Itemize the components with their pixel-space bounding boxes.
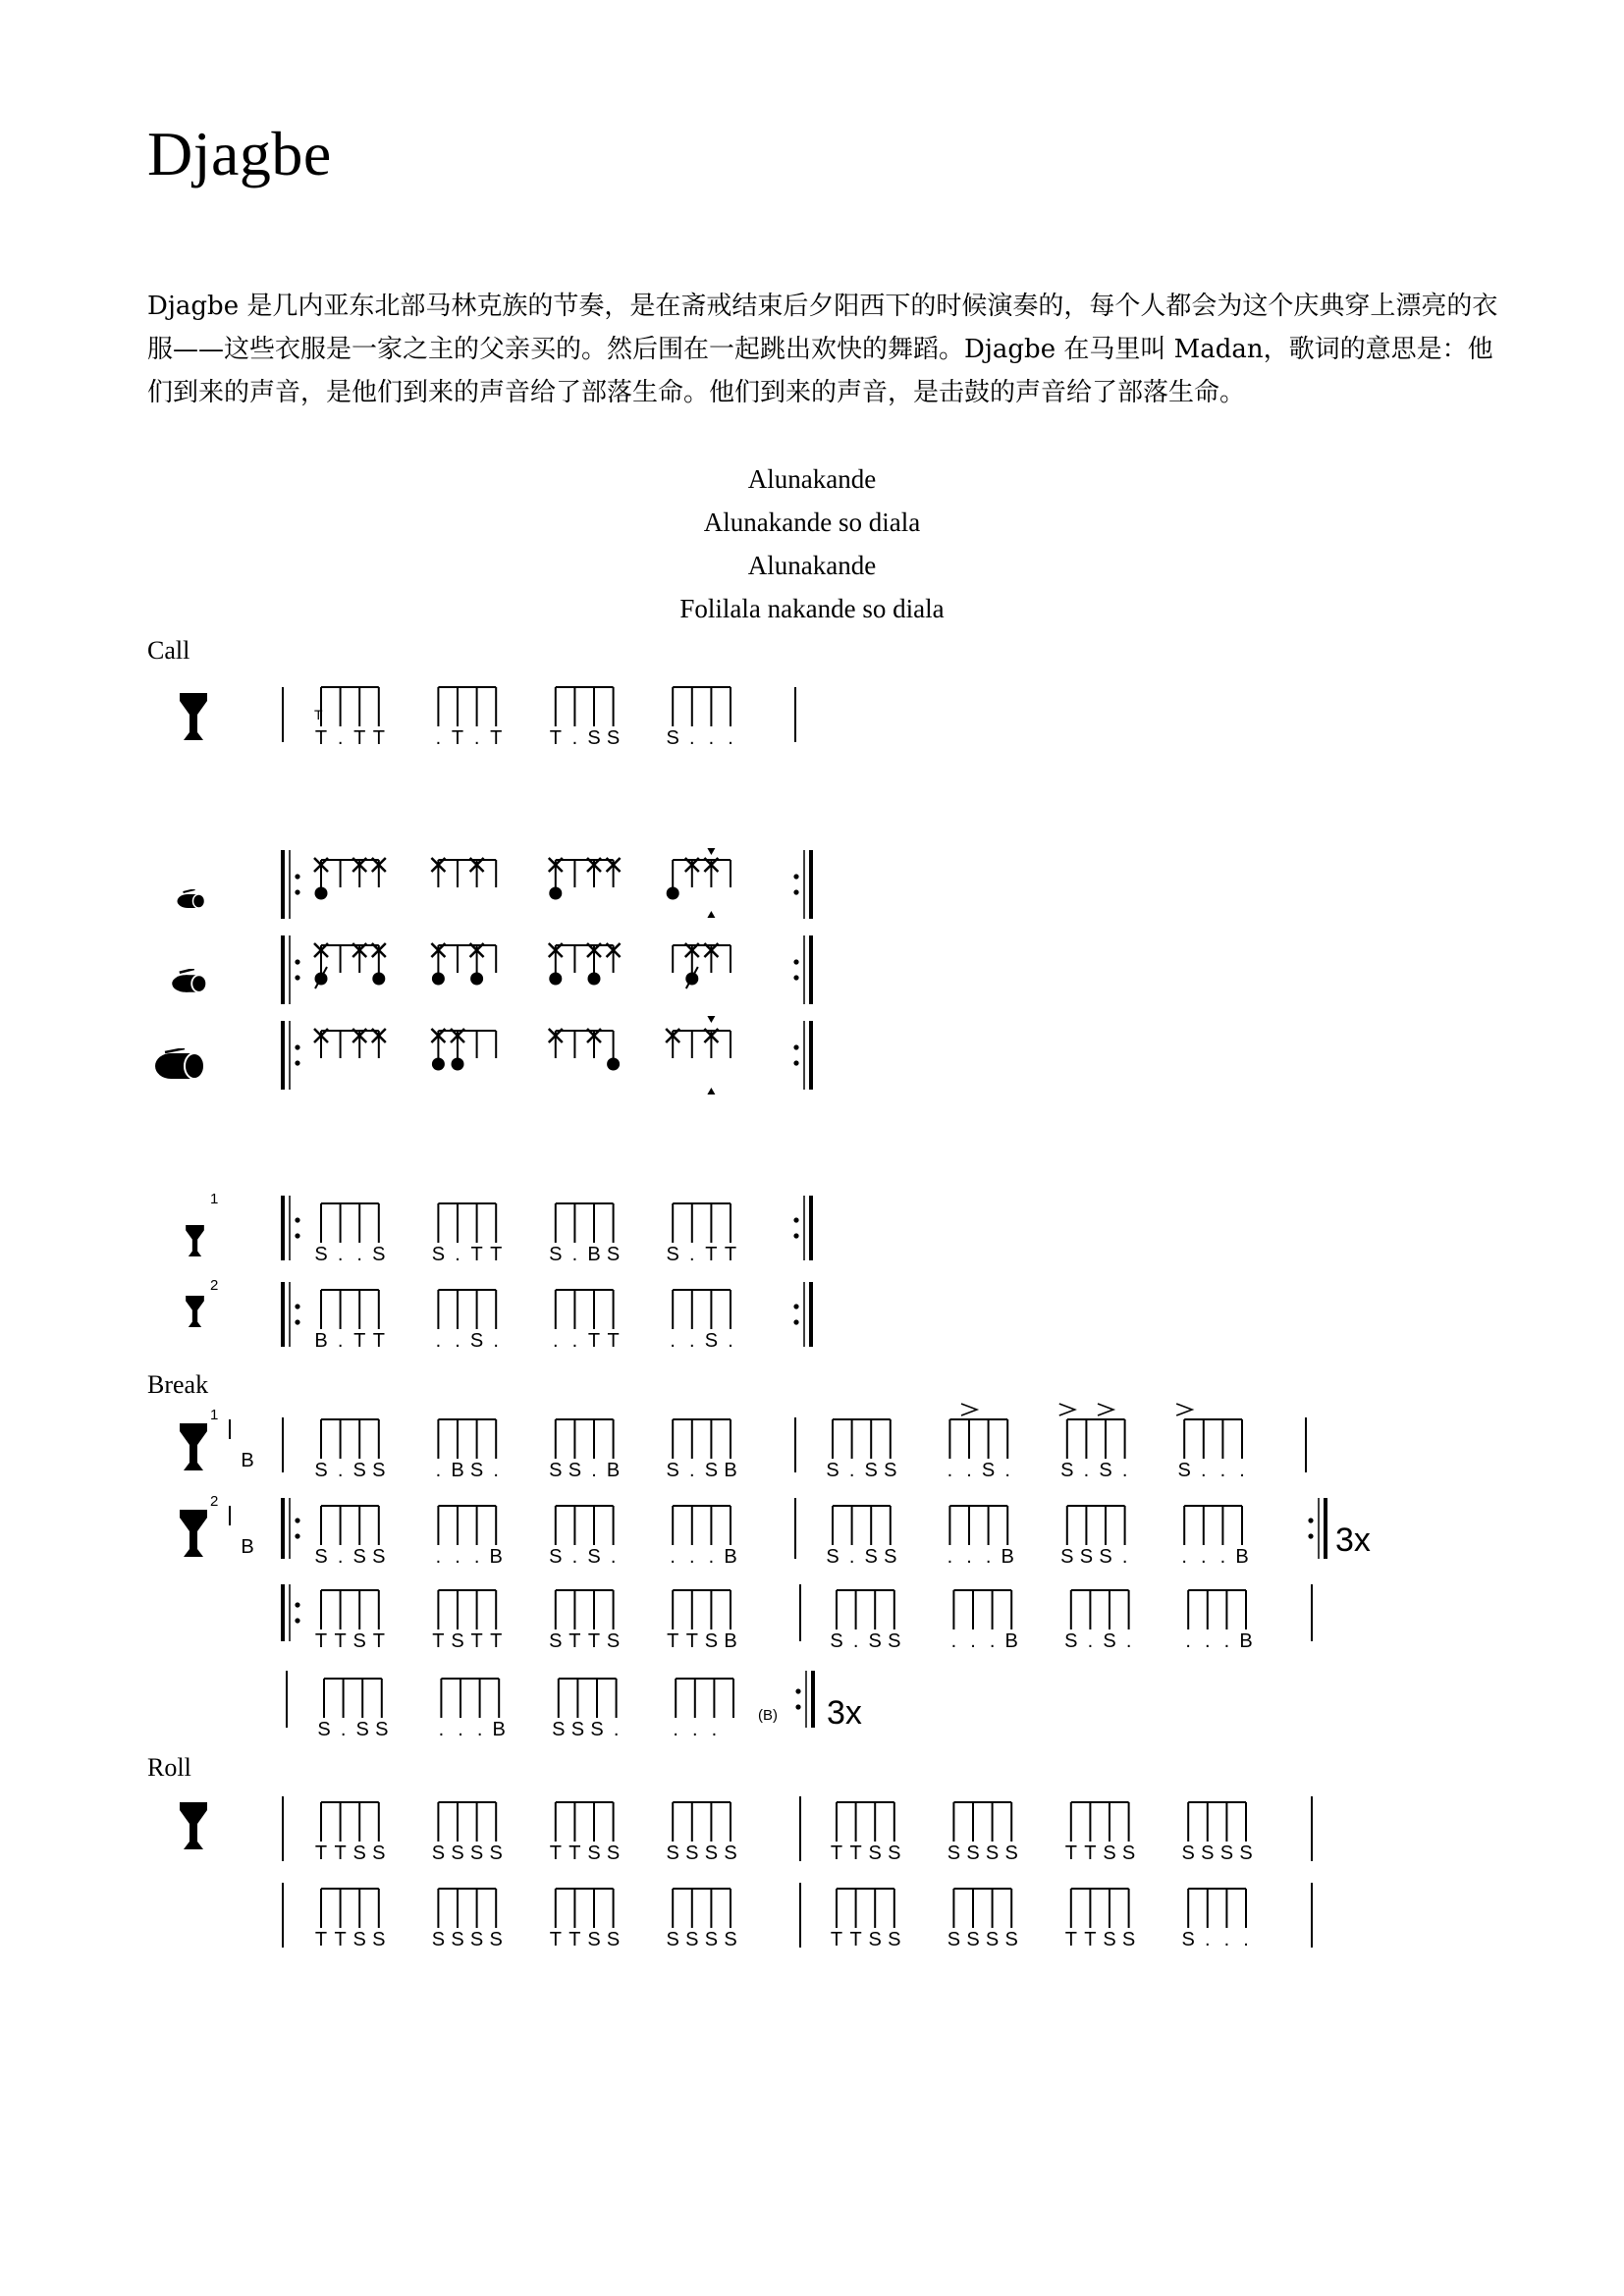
roll1b-note: S: [1103, 1842, 1116, 1864]
break3a-note: T: [432, 1630, 445, 1652]
break1b-note: .: [848, 1460, 855, 1481]
accent-marker: [707, 1016, 715, 1023]
roll2a-note: S: [666, 1929, 679, 1950]
djembe1-note: .: [356, 1244, 362, 1265]
break3a-note: T: [685, 1630, 698, 1652]
break2b-note: S: [884, 1546, 897, 1568]
roll2a-note: S: [685, 1929, 699, 1950]
break1a-note: S: [568, 1460, 582, 1481]
sangban-drum-open: [549, 973, 562, 986]
break1b-note: S: [1177, 1460, 1191, 1481]
roll1b-note: S: [966, 1842, 980, 1864]
djembe1-note: .: [337, 1244, 344, 1265]
break2a-note: S: [352, 1546, 366, 1568]
roll2a-note: S: [587, 1929, 601, 1950]
repeat-dot: [295, 1518, 299, 1522]
roll2a-note: S: [469, 1929, 484, 1950]
roll1a-note: S: [724, 1842, 737, 1864]
repeat-dot: [793, 889, 798, 894]
djembe-icon: [180, 693, 207, 740]
roll2b-note: S: [888, 1929, 901, 1950]
djembe1-note: .: [571, 1244, 578, 1265]
break3b-note: S: [830, 1630, 843, 1652]
djembe2-note: .: [670, 1330, 676, 1352]
roll2b-note: T: [830, 1929, 843, 1950]
roll1a-note: S: [489, 1842, 503, 1864]
roll1b-note: S: [868, 1842, 882, 1864]
djembe1-note: T: [490, 1244, 503, 1265]
break1a-note: .: [689, 1460, 695, 1481]
break3b-note: .: [1125, 1630, 1132, 1652]
break3b-note: S: [868, 1630, 882, 1652]
repeat-dot: [295, 975, 299, 980]
break1a-note: S: [549, 1460, 563, 1481]
lyric-line: Folilala nakande so diala: [679, 594, 945, 623]
break3a-note: T: [568, 1630, 581, 1652]
break3a-note: B: [724, 1630, 737, 1652]
break1a-note: .: [493, 1460, 499, 1481]
roll1a-note: S: [469, 1842, 484, 1864]
break3a-note: T: [587, 1630, 601, 1652]
break3a-note: T: [314, 1630, 328, 1652]
roll2b-note: .: [1243, 1929, 1249, 1950]
roll2b-note: S: [985, 1929, 1000, 1950]
break2a-note: .: [689, 1546, 695, 1568]
break2-pickup: B: [241, 1536, 254, 1558]
break2b-note: .: [947, 1546, 953, 1568]
roll2a-note: T: [334, 1929, 347, 1950]
break2b-note: .: [966, 1546, 972, 1568]
lyric-line: Alunakande so diala: [703, 507, 921, 537]
repeat-dot: [295, 959, 299, 964]
voice-number: 2: [210, 1277, 219, 1294]
break2a-note: .: [571, 1546, 578, 1568]
djembe-2-icon: [180, 1510, 207, 1557]
break1-pickup: B: [241, 1450, 254, 1471]
repeat-dot: [793, 1060, 798, 1065]
djembe2-note: .: [553, 1330, 559, 1352]
break3b-note: .: [1185, 1630, 1191, 1652]
break2a-note: .: [473, 1546, 480, 1568]
call-note: T: [372, 727, 385, 749]
roll1a-note: S: [606, 1842, 621, 1864]
roll2a-note: S: [489, 1929, 503, 1950]
roll1a-note: T: [334, 1842, 347, 1864]
call-grace-note: T: [314, 707, 323, 722]
repeat-dot: [795, 1688, 800, 1693]
break3a-note: T: [334, 1630, 347, 1652]
roll2b-note: T: [1064, 1929, 1077, 1950]
roll1b-note: S: [1239, 1842, 1253, 1864]
djembe2-note: .: [728, 1330, 733, 1352]
roll2b-note: T: [1084, 1929, 1097, 1950]
roll2a-note: S: [606, 1929, 621, 1950]
roll2a-note: S: [431, 1929, 446, 1950]
break1b-note: S: [1060, 1460, 1074, 1481]
roll1a-note: S: [587, 1842, 601, 1864]
break1a-note: .: [337, 1460, 344, 1481]
break2a-note: .: [708, 1546, 715, 1568]
repeat-dot: [295, 1533, 299, 1538]
call-note: .: [571, 727, 578, 749]
djembe2-note: .: [571, 1330, 578, 1352]
section-label-roll: Roll: [147, 1753, 191, 1782]
accent-mark: [1059, 1404, 1075, 1415]
break3b-note: .: [970, 1630, 976, 1652]
repeat-dot: [295, 1304, 299, 1308]
repeat-dot: [793, 1217, 798, 1222]
break4-note: .: [692, 1719, 698, 1740]
lyric-line: Alunakande: [747, 464, 877, 494]
djembe2-note: .: [337, 1330, 344, 1352]
break1b-note: S: [864, 1460, 878, 1481]
repeat-dot: [793, 1319, 798, 1324]
repeat-dot: [795, 1704, 800, 1709]
roll1a-note: S: [352, 1842, 366, 1864]
break2b-note: S: [1060, 1546, 1074, 1568]
break2b-note: S: [1099, 1546, 1112, 1568]
break3a-note: S: [352, 1630, 366, 1652]
kenkeni-drum-open: [315, 887, 328, 900]
break3b-note: S: [888, 1630, 901, 1652]
break1a-note: S: [372, 1460, 386, 1481]
sangban-icon: [172, 969, 206, 992]
repeat-dot: [295, 874, 299, 879]
break4-note: S: [570, 1719, 585, 1740]
djembe1-note: S: [606, 1244, 621, 1265]
break2a-note: S: [549, 1546, 563, 1568]
accent-marker: [707, 1088, 715, 1095]
roll2b-note: S: [1181, 1929, 1195, 1950]
roll2b-note: S: [1004, 1929, 1018, 1950]
roll2b-note: T: [849, 1929, 862, 1950]
repeat-dot: [295, 1233, 299, 1238]
lyric-line: Alunakande: [747, 551, 877, 580]
break2b-note: .: [1121, 1546, 1128, 1568]
break2b-note: B: [1235, 1546, 1249, 1568]
roll1b-note: T: [1064, 1842, 1077, 1864]
call-note: .: [337, 727, 344, 749]
break1a-note: .: [591, 1460, 597, 1481]
roll1b-note: T: [830, 1842, 843, 1864]
break1b-note: S: [981, 1460, 996, 1481]
sangban-drum-open: [470, 973, 483, 986]
break2a-note: S: [372, 1546, 386, 1568]
roll1b-note: S: [1181, 1842, 1195, 1864]
break1a-note: .: [435, 1460, 442, 1481]
break1b-note: .: [1239, 1460, 1245, 1481]
djembe2-note: .: [455, 1330, 460, 1352]
repeat-dot: [295, 1602, 299, 1607]
break3a-note: S: [704, 1630, 719, 1652]
break1b-note: S: [1099, 1460, 1112, 1481]
break3b-note: S: [1064, 1630, 1078, 1652]
break2b-note: .: [1201, 1546, 1207, 1568]
break4-note: .: [458, 1719, 463, 1740]
break3b-note: .: [1205, 1630, 1211, 1652]
page-title: Djagbe: [147, 119, 332, 188]
roll1b-note: S: [1201, 1842, 1215, 1864]
call-note: T: [549, 727, 562, 749]
break2a-note: .: [337, 1546, 344, 1568]
break2b-note: .: [985, 1546, 992, 1568]
djembe1-note: S: [314, 1244, 328, 1265]
djembe1-note: S: [372, 1244, 386, 1265]
roll1b-note: S: [947, 1842, 961, 1864]
roll1a-note: S: [372, 1842, 386, 1864]
call-note: S: [587, 727, 601, 749]
djembe2-note: T: [587, 1330, 601, 1352]
djembe-1-icon: [186, 1225, 204, 1256]
djembe1-note: S: [549, 1244, 563, 1265]
roll1b-note: T: [849, 1842, 862, 1864]
sangban-drum-open: [372, 973, 385, 986]
voice-number: 2: [210, 1493, 219, 1510]
kenkeni-drum-open: [549, 887, 562, 900]
roll2a-note: S: [704, 1929, 719, 1950]
kenkeni-drum-open: [667, 887, 679, 900]
call-note: .: [728, 727, 733, 749]
djembe1-note: .: [689, 1244, 695, 1265]
repeat-dot: [793, 1044, 798, 1049]
roll1a-note: T: [549, 1842, 562, 1864]
repeat-count-label: 3x: [827, 1694, 862, 1732]
intro-paragraph: Djagbe 是几内亚东北部马林克族的节奏，是在斋戒结束后夕阳西下的时候演奏的，每个人都会为这个庆典穿上漂亮的衣服——这些衣服是一家之主的父亲买的。然后围在一起跳出欢快的舞蹈。Djagbe 在马里叫 Madan，歌词的意思是：他们到来的声音，是他们到来的声音给了部落生命。他们到来的声音，是击鼓的声音给了部落生命。: [147, 292, 1498, 407]
break4-note: S: [317, 1719, 331, 1740]
break2a-note: .: [435, 1546, 442, 1568]
break4-note: .: [613, 1719, 620, 1740]
djembe2-note: T: [353, 1330, 366, 1352]
break1a-note: S: [352, 1460, 366, 1481]
break3b-note: .: [852, 1630, 859, 1652]
repeat-dot: [295, 1618, 299, 1623]
accent-mark: [961, 1404, 977, 1415]
sangban-drum-open: [432, 973, 445, 986]
break2a-note: S: [587, 1546, 601, 1568]
roll2b-note: S: [947, 1929, 961, 1950]
roll1b-note: S: [1219, 1842, 1234, 1864]
roll1b-note: S: [1004, 1842, 1018, 1864]
break3b-note: B: [1239, 1630, 1253, 1652]
call-note: .: [708, 727, 715, 749]
section-label-call: Call: [147, 636, 190, 665]
break1b-note: S: [884, 1460, 897, 1481]
accent-mark: [1176, 1404, 1192, 1415]
roll2b-note: S: [868, 1929, 882, 1950]
roll1b-note: S: [1121, 1842, 1136, 1864]
roll1a-note: T: [314, 1842, 328, 1864]
voice-number: 1: [210, 1407, 219, 1423]
call-note: S: [606, 727, 621, 749]
djembe2-note: S: [704, 1330, 719, 1352]
roll2a-note: S: [724, 1929, 737, 1950]
break1a-note: B: [724, 1460, 737, 1481]
voice-number: 1: [210, 1191, 219, 1207]
break3a-note: S: [549, 1630, 563, 1652]
break4-note: .: [711, 1719, 718, 1740]
repeat-dot: [793, 874, 798, 879]
djembe-icon: [180, 1802, 207, 1849]
sangban-drum-open: [588, 973, 601, 986]
break2a-note: .: [455, 1546, 460, 1568]
break2b-note: S: [864, 1546, 878, 1568]
repeat-dot: [1308, 1518, 1313, 1522]
djembe1-note: T: [724, 1244, 737, 1265]
repeat-dot: [295, 1217, 299, 1222]
djembe-1-icon: [180, 1423, 207, 1470]
call-note: S: [666, 727, 679, 749]
break4-note: .: [476, 1719, 483, 1740]
roll1b-note: S: [985, 1842, 1000, 1864]
roll2b-note: S: [1121, 1929, 1136, 1950]
break1b-note: .: [966, 1460, 972, 1481]
break4-note: S: [375, 1719, 389, 1740]
break3a-note: S: [606, 1630, 621, 1652]
repeat-dot: [295, 1060, 299, 1065]
repeat-dot: [793, 1233, 798, 1238]
break3a-note: S: [451, 1630, 464, 1652]
break4-note: B: [492, 1719, 506, 1740]
break3a-note: T: [667, 1630, 679, 1652]
break4-note: .: [340, 1719, 347, 1740]
kenkeni-icon: [178, 889, 205, 908]
break1b-note: .: [1219, 1460, 1226, 1481]
break2a-note: .: [610, 1546, 617, 1568]
djembe1-note: S: [666, 1244, 679, 1265]
roll1a-note: S: [685, 1842, 699, 1864]
roll2a-note: T: [568, 1929, 581, 1950]
break3b-note: .: [1087, 1630, 1094, 1652]
break1a-note: S: [314, 1460, 328, 1481]
repeat-dot: [793, 959, 798, 964]
break3b-note: .: [1223, 1630, 1230, 1652]
djembe2-note: .: [493, 1330, 499, 1352]
djembe2-note: S: [469, 1330, 484, 1352]
roll2b-note: S: [966, 1929, 980, 1950]
djembe2-note: .: [689, 1330, 695, 1352]
break3b-note: .: [989, 1630, 996, 1652]
break3b-note: B: [1004, 1630, 1018, 1652]
break2b-note: .: [848, 1546, 855, 1568]
roll2b-note: S: [1103, 1929, 1116, 1950]
call-note: T: [490, 727, 503, 749]
break1b-note: .: [1004, 1460, 1010, 1481]
break4-note: S: [355, 1719, 369, 1740]
call-note: T: [353, 727, 366, 749]
repeat-count-label: 3x: [1335, 1522, 1371, 1559]
djembe2-note: B: [314, 1330, 328, 1352]
accent-mark: [1098, 1404, 1113, 1415]
repeat-dot: [295, 1044, 299, 1049]
optional-bass-note: (B): [758, 1707, 778, 1724]
accent-marker: [707, 848, 715, 855]
break4-note: S: [552, 1719, 566, 1740]
dundun-drum-open: [432, 1058, 445, 1071]
roll2a-note: T: [314, 1929, 328, 1950]
break2a-note: .: [670, 1546, 676, 1568]
roll2a-note: S: [451, 1929, 464, 1950]
break1b-note: .: [1201, 1460, 1207, 1481]
break2b-note: S: [1079, 1546, 1094, 1568]
dundun-drum-open: [607, 1058, 620, 1071]
djembe1-note: S: [431, 1244, 446, 1265]
call-note: T: [314, 727, 328, 749]
section-label-break: Break: [147, 1370, 209, 1399]
roll1b-note: T: [1084, 1842, 1097, 1864]
djembe1-note: T: [705, 1244, 718, 1265]
roll1a-note: S: [666, 1842, 679, 1864]
break3b-note: .: [950, 1630, 957, 1652]
break1b-note: .: [1083, 1460, 1090, 1481]
break2a-note: S: [314, 1546, 328, 1568]
call-note: T: [451, 727, 464, 749]
repeat-dot: [295, 1319, 299, 1324]
break4-note: .: [438, 1719, 445, 1740]
dundun-drum-open: [452, 1058, 464, 1071]
call-note: .: [435, 727, 442, 749]
break1a-note: S: [469, 1460, 484, 1481]
roll2a-note: S: [352, 1929, 366, 1950]
roll1a-note: S: [704, 1842, 719, 1864]
call-note: .: [689, 727, 695, 749]
break2b-note: B: [1001, 1546, 1014, 1568]
roll2a-note: T: [549, 1929, 562, 1950]
break1a-note: B: [606, 1460, 621, 1481]
repeat-dot: [295, 889, 299, 894]
repeat-dot: [1308, 1533, 1313, 1538]
djembe1-note: B: [587, 1244, 601, 1265]
break3b-note: S: [1103, 1630, 1116, 1652]
roll1a-note: S: [431, 1842, 446, 1864]
djembe2-note: T: [372, 1330, 385, 1352]
break3a-note: T: [470, 1630, 483, 1652]
break2b-note: .: [1181, 1546, 1187, 1568]
call-note: .: [473, 727, 480, 749]
break4-note: S: [590, 1719, 604, 1740]
break2a-note: B: [489, 1546, 503, 1568]
break3a-note: T: [372, 1630, 385, 1652]
break1a-note: S: [704, 1460, 719, 1481]
repeat-dot: [793, 975, 798, 980]
roll2b-note: .: [1205, 1929, 1211, 1950]
roll1a-note: S: [451, 1842, 464, 1864]
djembe2-note: .: [435, 1330, 442, 1352]
roll1b-note: S: [888, 1842, 901, 1864]
break2a-note: B: [724, 1546, 737, 1568]
roll1a-note: T: [568, 1842, 581, 1864]
accent-marker: [707, 911, 715, 918]
break1a-note: S: [666, 1460, 679, 1481]
break2b-note: .: [1219, 1546, 1226, 1568]
break3a-note: T: [490, 1630, 503, 1652]
break1a-note: B: [451, 1460, 464, 1481]
break2b-note: S: [826, 1546, 839, 1568]
djembe1-note: T: [470, 1244, 483, 1265]
break1b-note: .: [1121, 1460, 1128, 1481]
break1b-note: .: [947, 1460, 953, 1481]
roll2b-note: .: [1223, 1929, 1230, 1950]
dundun-icon: [155, 1048, 204, 1079]
djembe-2-icon: [186, 1296, 204, 1327]
djembe2-note: T: [607, 1330, 620, 1352]
break1b-note: S: [826, 1460, 839, 1481]
break4-note: .: [673, 1719, 678, 1740]
djembe1-note: .: [455, 1244, 460, 1265]
roll2a-note: S: [372, 1929, 386, 1950]
repeat-dot: [793, 1304, 798, 1308]
